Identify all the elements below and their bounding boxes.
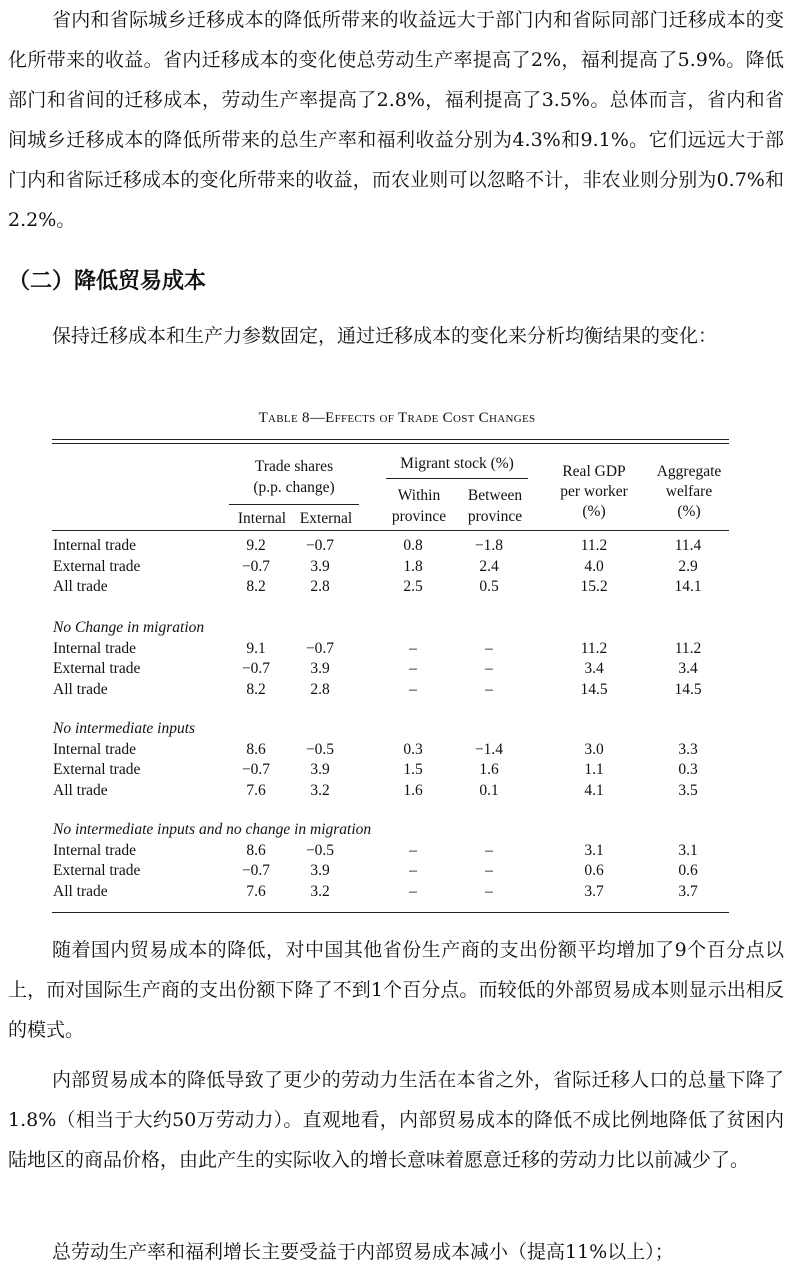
table-cell: 4.1 [584,781,604,799]
table-cell: 11.4 [674,537,702,554]
table-cell: 1.5 [403,761,423,778]
table-cell: 3.9 [310,862,330,879]
table-cell: 0.3 [403,740,423,758]
header-external: External [299,510,353,527]
table-cell: −0.5 [305,841,335,859]
table-group-label: No intermediate inputs and no change in migration [53,821,372,838]
table-cell: 14.5 [674,680,702,698]
table-cell: −0.5 [305,740,335,758]
table-cell: 11.2 [580,537,608,554]
table-row-label: External trade [53,660,141,677]
table-cell: 3.3 [678,740,698,758]
table-cell: – [485,882,493,900]
table-cell: 9.1 [246,639,266,657]
table-cell: 0.1 [479,781,499,799]
table-cell: 0.8 [403,537,423,554]
table-cell: 8.2 [246,578,266,595]
header-internal: Internal [237,510,287,527]
table-row-label: All trade [53,882,108,900]
table-group-label: No intermediate inputs [53,720,196,737]
table-row-label: All trade [53,781,108,799]
section-heading: （二）降低贸易成本 [8,269,207,294]
table-cell: – [409,660,417,677]
trade-shares-underline [229,504,359,505]
header-real-gdp: Real GDP [562,463,626,480]
table-cell: 0.5 [479,578,499,595]
table-cell: 1.1 [584,761,604,778]
table-cell: – [409,639,417,657]
table-cell: – [409,862,417,879]
table-cell: 14.5 [580,680,608,698]
table-cell: – [485,660,493,677]
migrant-stock-underline [386,478,528,479]
table-cell: – [485,639,493,657]
header-welfare-unit: (%) [677,503,701,520]
table-cell: – [485,680,493,698]
table-cell: 4.0 [584,557,604,575]
header-bottom-rule [52,530,729,531]
table-cell: 7.6 [246,781,266,799]
table-cell: −0.7 [305,537,335,554]
table-cell: 2.5 [403,578,423,595]
paragraph-migration-gains: 省内和省际城乡迁移成本的降低所带来的收益远大于部门内和省际同部门迁移成本的变化所带来的收益。省内迁移成本的变化使总劳动生产率提高了2%，福利提高了5.9%。降低部门和省间的迁移成本，劳动生产率提高了2.8%，福利提高了3.5%。总体而言，省内和省间城乡迁移成本的降低所带来的总生产率和福利收益分别为4.3%和9.1%。它们远远大于部门内和省际迁移成本的变化所带来的收益，而农业则可以忽略不计，非农业则分别为0.7%和2.2%。 [8,9,784,231]
header-per-worker: per worker [560,483,628,500]
table-cell: 3.2 [310,882,330,900]
table-cell: 3.7 [678,882,698,900]
table-cell: −0.7 [241,660,271,677]
table-cell: −1.4 [474,740,504,758]
table-row-label: External trade [53,761,141,778]
table-cell: 3.0 [584,740,604,758]
table-cell: 1.6 [479,761,499,778]
table-cell: 3.5 [678,781,698,799]
table-cell: 1.8 [403,557,423,575]
table-cell: 3.9 [310,557,330,575]
table-cell: – [409,882,417,900]
table-cell: – [409,680,417,698]
table-cell: −0.7 [305,639,335,657]
table-cell: 3.4 [678,660,698,677]
table-cell: −1.8 [474,537,504,554]
table-title: Table 8—Effects of Trade Cost Changes [258,410,536,426]
table-cell: 15.2 [580,578,608,595]
table-cell: 3.9 [310,660,330,677]
header-gdp-unit: (%) [582,503,606,520]
table-cell: 3.2 [310,781,330,799]
header-pp-change: (p.p. change) [253,479,335,496]
header-welfare: welfare [665,483,713,500]
table-cell: 9.2 [246,537,266,554]
table-group-label: No Change in migration [53,619,205,636]
table-cell: −0.7 [241,761,271,778]
table-cell: 0.3 [678,761,698,778]
table-cell: – [409,841,417,859]
header-between: Between [467,487,523,504]
table-cell: 11.2 [580,639,608,657]
table-cell: 7.6 [246,882,266,900]
table-top-rule [52,439,729,440]
table-row-label: External trade [53,557,141,575]
table-cell: 3.9 [310,761,330,778]
table-row-label: All trade [53,578,108,595]
table-cell: −0.7 [241,862,271,879]
paragraph-internal-trade: 内部贸易成本的降低导致了更少的劳动力生活在本省之外，省际迁移人口的总量下降了1.8%（相当于大约50万劳动力）。直观地看，内部贸易成本的降低不成比例地降低了贫困内陆地区的商品价格，由此产生的实际收入的增长意味着愿意迁移的劳动力比以前减少了。 [8,1069,784,1171]
header-aggregate: Aggregate [656,463,722,480]
table-top-rule-double [52,443,729,444]
paragraph-trade-shares: 随着国内贸易成本的降低，对中国其他省份生产商的支出份额平均增加了9个百分点以上，而对国际生产商的支出份额下降了不到1个百分点。而较低的外部贸易成本则显示出相反的模式。 [8,939,784,1041]
table-cell: −0.7 [241,557,271,575]
header-within: Within [397,487,441,504]
paragraph-productivity: 总劳动生产率和福利增长主要受益于内部贸易成本减小（提高11%以上）； [52,1241,674,1263]
table-cell: – [485,841,493,859]
table-cell: 3.1 [678,841,698,859]
paragraph-intro-table: 保持迁移成本和生产力参数固定，通过迁移成本的变化来分析均衡结果的变化： [52,325,718,347]
table-cell: 3.7 [584,882,604,900]
table-row-label: Internal trade [53,740,137,758]
table-cell: 11.2 [674,639,702,657]
table-row-label: Internal trade [53,841,137,859]
table-cell: – [485,862,493,879]
table-row-label: All trade [53,680,108,698]
table-row-label: Internal trade [53,537,137,554]
table-cell: 2.8 [310,578,330,595]
header-trade-shares: Trade shares [254,458,334,475]
table-cell: 2.4 [479,557,499,575]
header-province-between: province [467,508,523,525]
table-cell: 0.6 [678,862,698,879]
table-row-label: External trade [53,862,141,879]
table-bottom-rule [52,912,729,913]
table-cell: 2.9 [678,557,698,575]
table-cell: 8.6 [246,841,266,859]
table-cell: 3.4 [584,660,604,677]
table-cell: 1.6 [403,781,423,799]
table-cell: 8.2 [246,680,266,698]
table-cell: 14.1 [674,578,702,595]
header-migrant-stock: Migrant stock (%) [400,455,514,472]
table-row-label: Internal trade [53,639,137,657]
table-cell: 8.6 [246,740,266,758]
header-province-within: province [391,508,447,525]
table-cell: 3.1 [584,841,604,859]
table-cell: 0.6 [584,862,604,879]
table-cell: 2.8 [310,680,330,698]
